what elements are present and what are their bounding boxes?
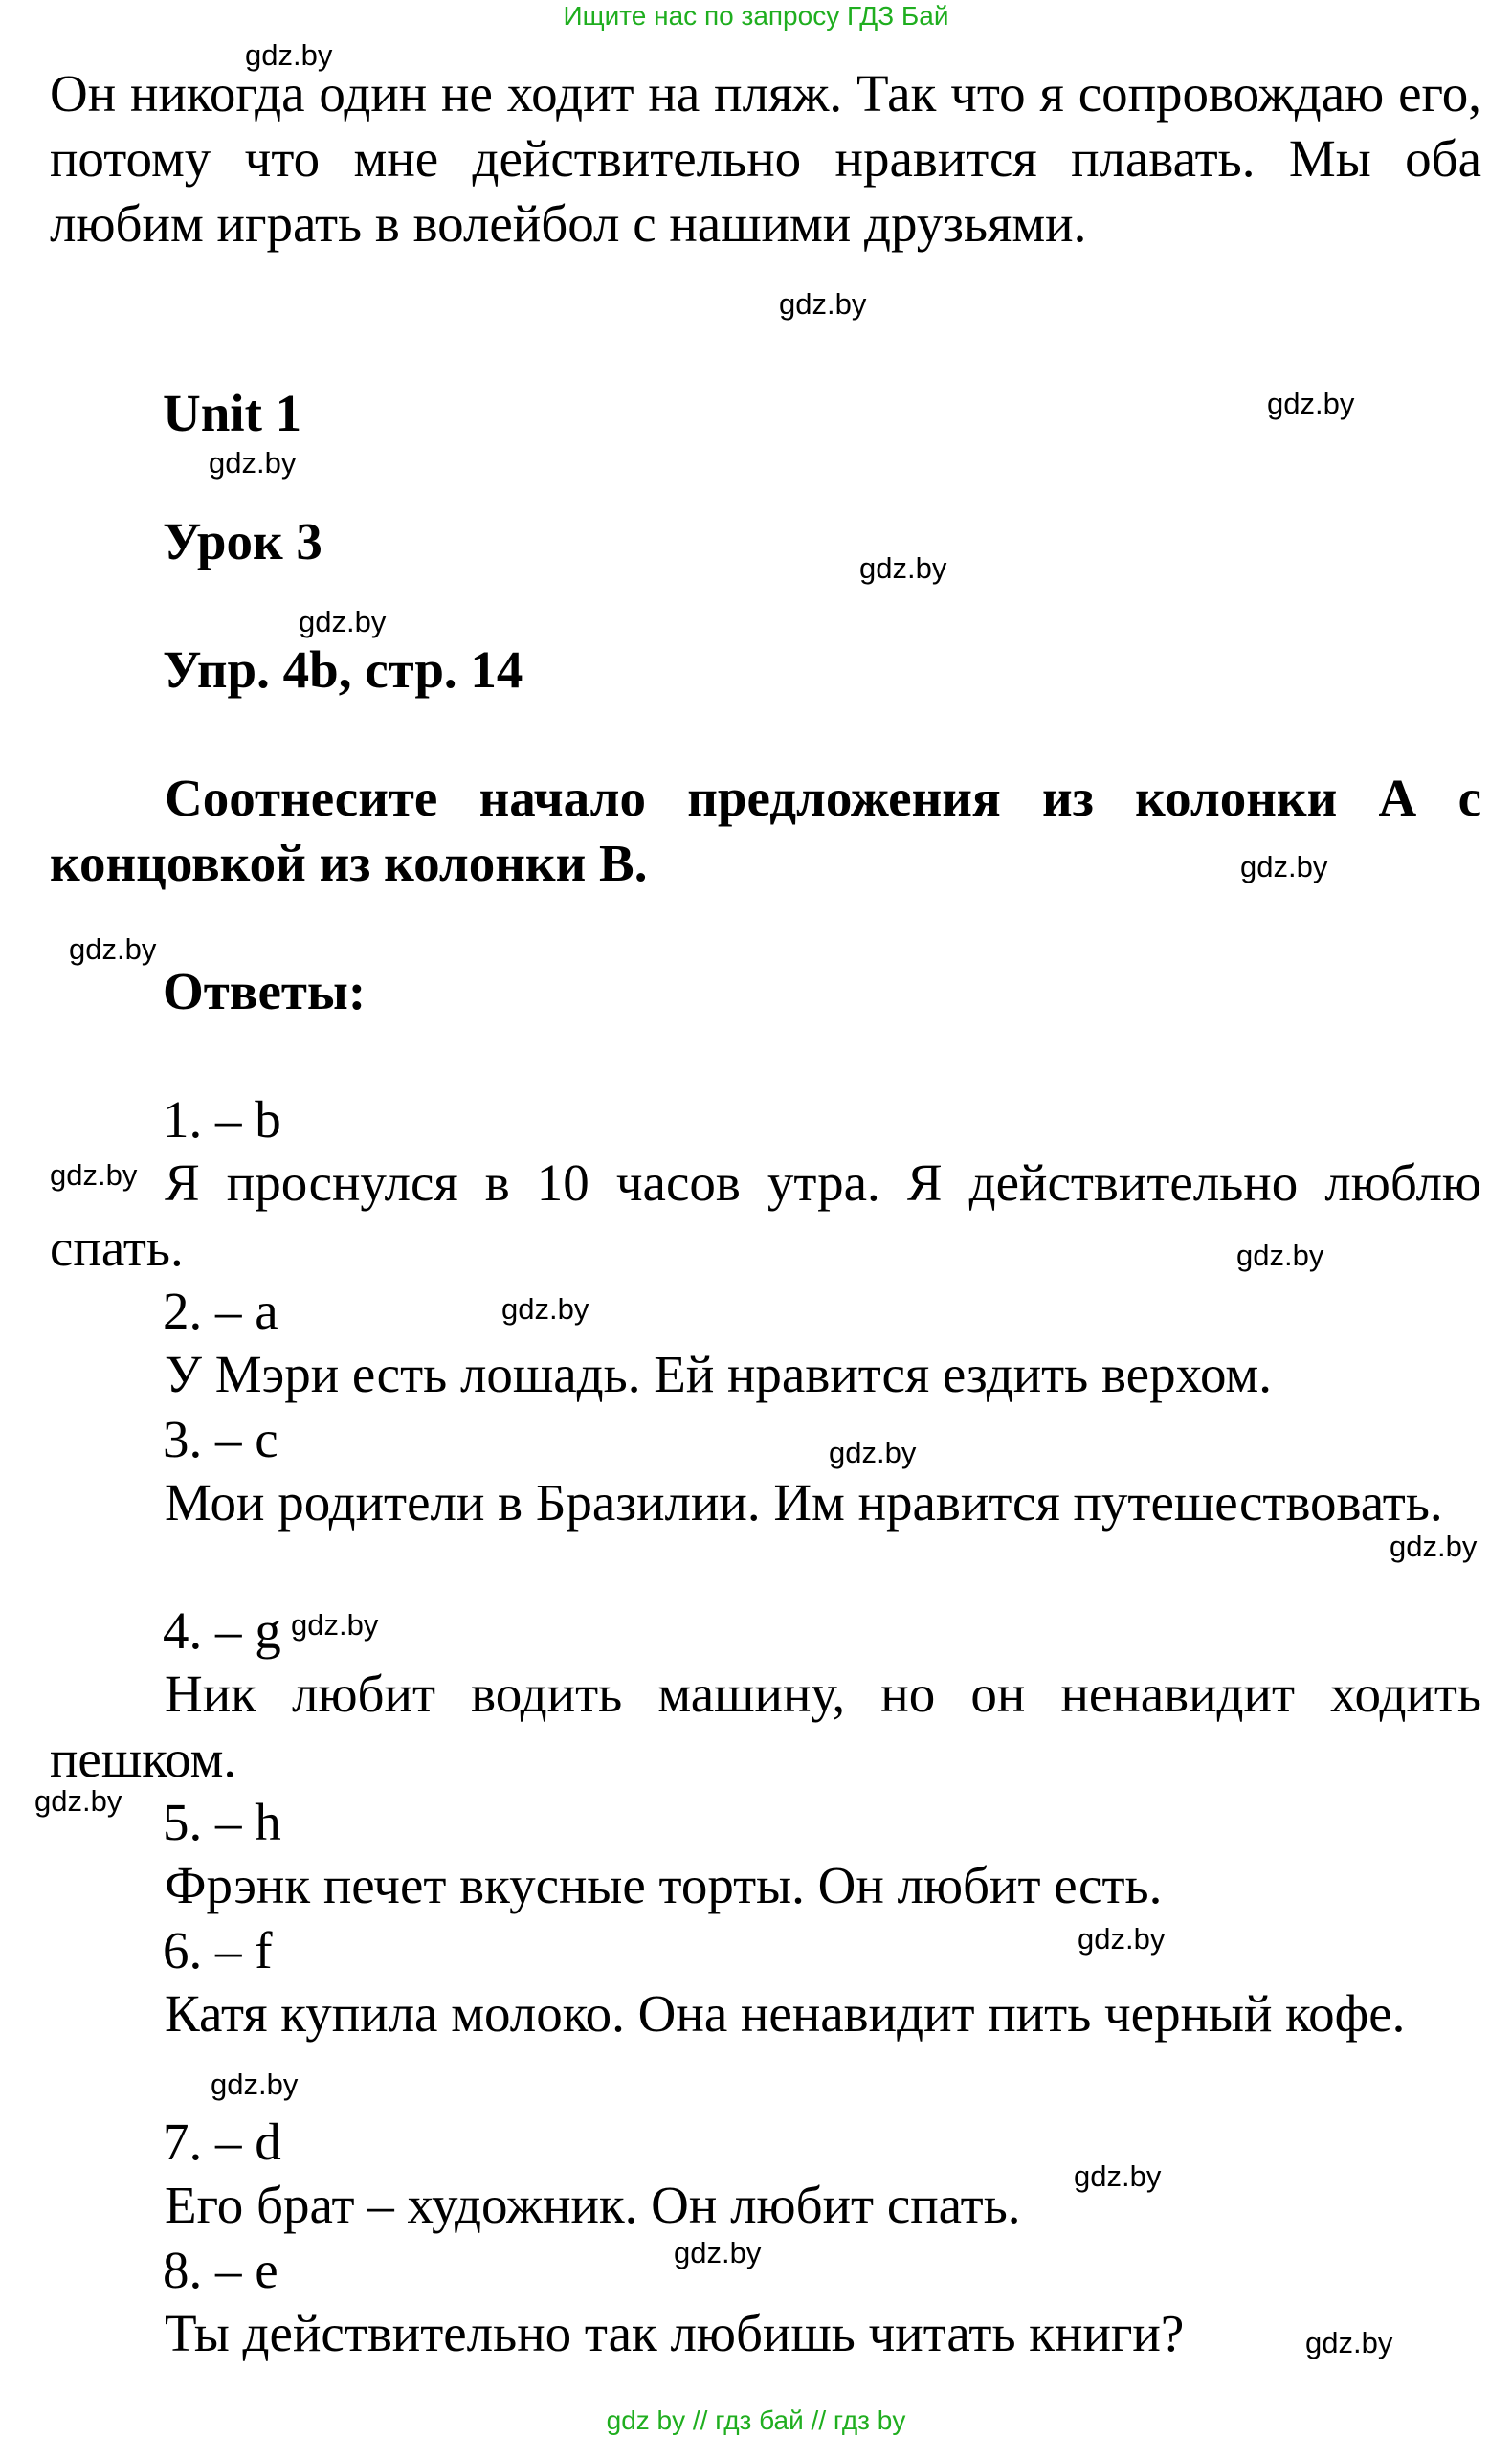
answer-text: Ник любит водить машину, но он ненавидит ходить пешком.	[50, 1665, 1481, 1788]
answer-label: 8. – e	[163, 2241, 278, 2299]
watermark: gdz.by	[69, 932, 157, 966]
watermark: gdz.by	[299, 605, 387, 638]
watermark: gdz.by	[1305, 2326, 1393, 2359]
intro-paragraph: Он никогда один не ходит на пляж. Так что я сопровождаю его, потому что мне действительно нравится плавать. Мы оба любим играть в волейбол с нашими друзьями.	[50, 64, 1481, 253]
watermark: gdz.by	[674, 2236, 762, 2269]
answer-text: Я проснулся в 10 часов утра. Я действительно люблю спать.	[50, 1153, 1481, 1277]
watermark: gdz.by	[211, 2068, 299, 2101]
watermark: gdz.by	[1267, 387, 1355, 420]
exercise-heading: Упр. 4b, стр. 14	[163, 640, 523, 699]
answer-label: 7. – d	[163, 2113, 281, 2171]
watermark: gdz.by	[50, 1158, 138, 1192]
bottom-banner[interactable]: gdz by // гдз бай // гдз by	[606, 2405, 906, 2435]
watermark: gdz.by	[501, 1292, 589, 1326]
watermark: gdz.by	[1078, 1922, 1166, 1956]
answer-label: 6. – f	[163, 1921, 273, 1979]
watermark: gdz.by	[291, 1608, 379, 1642]
watermark: gdz.by	[209, 446, 297, 480]
answer-label: 5. – h	[163, 1793, 281, 1851]
watermark: gdz.by	[1240, 850, 1328, 883]
watermark: gdz.by	[1236, 1239, 1324, 1272]
top-banner[interactable]: Ищите нас по запросу ГДЗ Бай	[563, 1, 949, 31]
watermark: gdz.by	[779, 287, 867, 321]
watermark: gdz.by	[34, 1784, 122, 1818]
answer-text: У Мэри есть лошадь. Ей нравится ездить верхом.	[165, 1345, 1272, 1403]
answer-text: Ты действительно так любишь читать книги?	[165, 2304, 1185, 2362]
answer-label: 1. – b	[163, 1090, 281, 1149]
watermark: gdz.by	[859, 551, 947, 585]
answer-text: Фрэнк печет вкусные торты. Он любит есть.	[165, 1856, 1163, 1914]
watermark: gdz.by	[829, 1436, 917, 1469]
answer-label: 2. – a	[163, 1282, 278, 1340]
unit-heading: Unit 1	[163, 384, 302, 442]
task-text: Соотнесите начало предложения из колонки А с концовкой из колонки В.	[50, 769, 1481, 892]
watermark: gdz.by	[245, 38, 333, 72]
watermark: gdz.by	[1390, 1530, 1478, 1563]
answer-text: Мои родители в Бразилии. Им нравится путешествовать.	[165, 1473, 1443, 1532]
answer-text: Катя купила молоко. Она ненавидит пить черный кофе.	[165, 1984, 1406, 2043]
answer-label: 3. – c	[163, 1410, 278, 1468]
lesson-heading: Урок 3	[163, 512, 322, 570]
answer-text: Его брат – художник. Он любит спать.	[165, 2176, 1021, 2234]
watermark: gdz.by	[1074, 2159, 1162, 2193]
answers-title: Ответы:	[163, 962, 367, 1020]
answer-label: 4. – g	[163, 1601, 281, 1660]
